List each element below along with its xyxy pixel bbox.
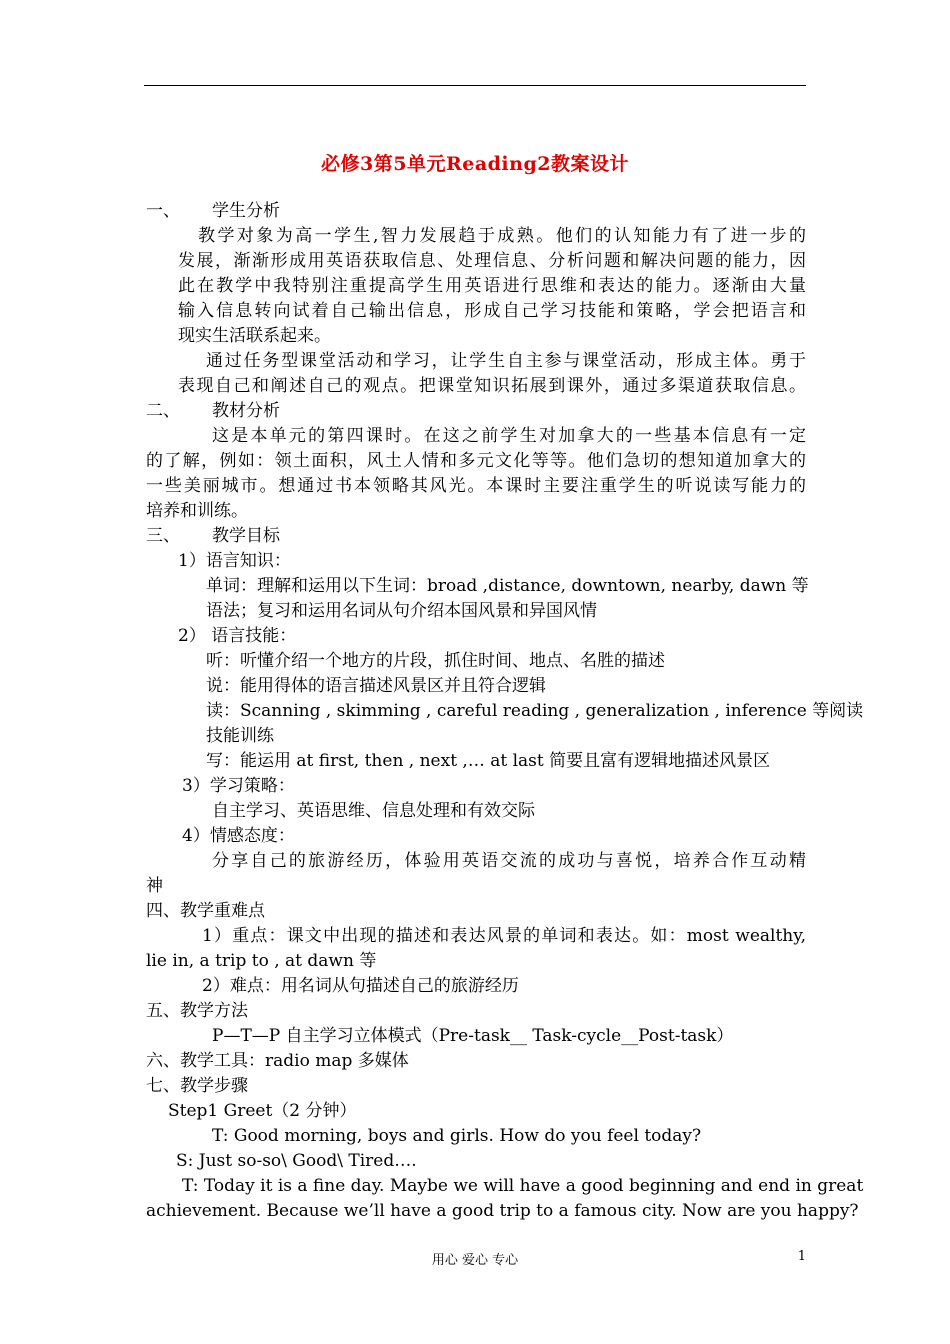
paragraph-line: 教学对象为高一学生,智力发展趋于成熟。他们的认知能力有了进一步的: [198, 226, 806, 246]
section-1-title: 学生分析: [212, 201, 280, 221]
section-3-number: 三、: [146, 526, 180, 546]
section-1-number: 一、: [146, 201, 180, 221]
section-4-title: 四、教学重难点: [146, 901, 265, 921]
goal-heading: 2） 语言技能：: [178, 626, 297, 646]
goal-item: 自主学习、英语思维、信息处理和有效交际: [212, 801, 535, 821]
paragraph-line: 的了解，例如：领土面积，风土人情和多元文化等等。他们急切的想知道加拿大的: [146, 451, 806, 471]
goal-item: 分享自己的旅游经历，体验用英语交流的成功与喜悦，培养合作互动精: [212, 851, 806, 871]
section-3-title: 教学目标: [212, 526, 280, 546]
dialogue-line: S: Just so-so\ Good\ Tired….: [176, 1151, 417, 1171]
key-point: 1）重点：课文中出现的描述和表达风景的单词和表达。如：most wealthy,: [202, 926, 806, 946]
paragraph-line: 现实生活联系起来。: [178, 326, 331, 346]
paragraph-line: 发展，渐渐形成用英语获取信息、处理信息、分析问题和解决问题的能力，因: [178, 251, 806, 271]
difficult-point: 2）难点：用名词从句描述自己的旅游经历: [202, 976, 519, 996]
dialogue-line: T: Today it is a fine day. Maybe we will have a good beginning and end in great: [182, 1176, 864, 1196]
paragraph-line: 这是本单元的第四课时。在这之前学生对加拿大的一些基本信息有一定: [212, 426, 806, 446]
goal-item: 神: [146, 876, 163, 896]
section-6-title: 六、教学工具：radio map 多媒体: [146, 1051, 409, 1071]
goal-item: 写：能运用 at first, then , next ,… at last 简要且富有逻辑地描述风景区: [206, 751, 771, 771]
paragraph-line: 表现自己和阐述自己的观点。把课堂知识拓展到课外，通过多渠道获取信息。: [178, 376, 806, 396]
footer-motto: 用心 爱心 专心: [431, 1253, 519, 1268]
goal-heading: 1）语言知识：: [178, 551, 291, 571]
goal-heading: 3）学习策略：: [182, 776, 295, 796]
dialogue-line: achievement. Because we’ll have a good trip to a famous city. Now are you happy?: [146, 1201, 859, 1221]
paragraph-line: 通过任务型课堂活动和学习，让学生自主参与课堂活动，形成主体。勇于: [206, 351, 806, 371]
key-point: lie in, a trip to , at dawn 等: [146, 951, 377, 971]
section-2-number: 二、: [146, 401, 180, 421]
page-number: 1: [797, 1249, 806, 1264]
paragraph-line: 输入信息转向试着自己输出信息，形成自己学习技能和策略，学会把语言和: [178, 301, 806, 321]
goal-item: 技能训练: [206, 726, 274, 746]
goal-item: 说：能用得体的语言描述风景区并且符合逻辑: [206, 676, 546, 696]
paragraph-line: 此在教学中我特别注重提高学生用英语进行思维和表达的能力。逐渐由大量: [178, 276, 806, 296]
paragraph-line: 培养和训练。: [146, 501, 248, 521]
goal-heading: 4）情感态度：: [182, 826, 295, 846]
goal-item: 听：听懂介绍一个地方的片段，抓住时间、地点、名胜的描述: [206, 651, 665, 671]
section-2-title: 教材分析: [212, 401, 280, 421]
section-5-title: 五、教学方法: [146, 1001, 248, 1021]
section-7-title: 七、教学步骤: [146, 1076, 248, 1096]
step-heading: Step1 Greet（2 分钟）: [168, 1101, 357, 1121]
paragraph-line: 一些美丽城市。想通过书本领略其风光。本课时主要注重学生的听说读写能力的: [146, 476, 806, 496]
goal-item: 单词：理解和运用以下生词：broad ,distance, downtown, nearby, dawn 等: [206, 576, 809, 596]
header-rule: [144, 85, 806, 86]
goal-item: 语法；复习和运用名词从句介绍本国风景和异国风情: [206, 601, 597, 621]
method-text: P—T—P 自主学习立体模式（Pre-task__ Task-cycle__Post-task）: [212, 1026, 734, 1046]
goal-item: 读：Scanning , skimming , careful reading , generalization , inference 等阅读: [206, 701, 864, 721]
dialogue-line: T: Good morning, boys and girls. How do you feel today?: [212, 1126, 702, 1146]
document-title: 必修3第5单元Reading2教案设计: [321, 153, 629, 175]
